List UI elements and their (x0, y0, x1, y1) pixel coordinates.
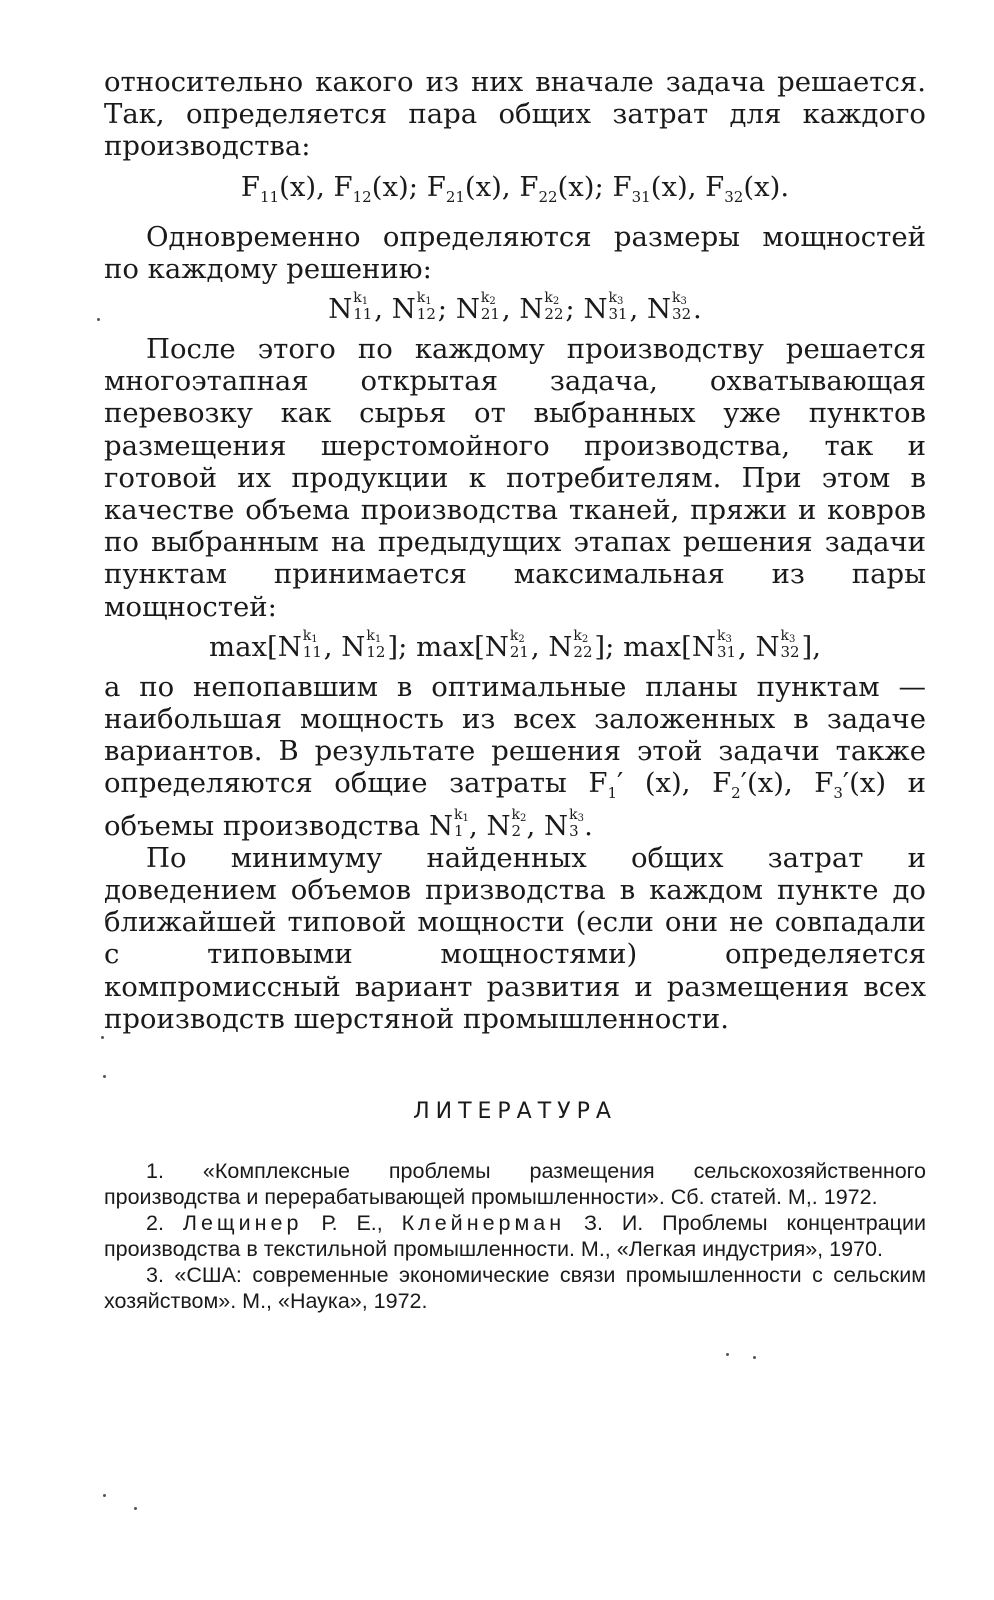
paragraph-3: После этого по каждому производству решается многоэтапная открытая задача, охватывающая перевозку как сырья от выбранных уже пунктов размещения шерстомойного производства, так и готовой их продукции к потребителям. При этом в качестве объема производства тканей, пряжи и ковров по выбранным на предыдущих этапах решения задачи пунктам принимается максимальная из пары мощностей: (104, 333, 926, 623)
formula-max: max[N k1 11 , N k1 12 ]; max[N k2 21 , N k2 22 ]; max[N k3 31 , N k3 32 ], (209, 627, 821, 663)
formula-volumes: N k1 1 , N k2 2 , N k3 3 . (428, 806, 593, 842)
scan-speck (101, 1036, 104, 1039)
scan-speck (103, 1075, 106, 1078)
reference-item-2: 2. Лещинер Р. Е., Клейнерман З. И. Проблемы концентрации производства в текстильной промышленности. М., «Легкая индустрия», 1970. (104, 1211, 926, 1262)
formula-costs: $F_{11}(x)$, $F_{12}(x)$; $F_{21}(x)$, $F_{22}(x)$; $F_{31}(x)$, $F_{32}(x)$. (240, 170, 790, 206)
reference-item-1: 1. «Комплексные проблемы размещения сельскохозяйственного производства и перерабатывающей промышленности». Сб. статей. М,. 1972. (104, 1159, 926, 1210)
paragraph-5: По минимуму найденных общих затрат и доведением объемов призводства в каждом пункте до ближайшей типовой мощности (если они не совпадали с типовыми мощностями) определяется компромиссный вариант развития и размещения всех производств шерстяной промышленности. (104, 841, 926, 1035)
page-content (104, 66, 926, 1314)
paragraph-1: относительно какого из них вначале задача решается. Так, определяется пара общих затрат для каждого производства: (104, 66, 926, 163)
paragraph-2: Одновременно определяются размеры мощностей по каждому решению: (104, 220, 926, 285)
scan-speck (103, 1494, 106, 1497)
scan-speck (753, 1356, 756, 1359)
formula-capacities: N k1 11 , N k1 12 ; N k2 21 , N k2 22 ; N k3 31 , N k3 32 . (328, 290, 702, 326)
literature-heading: ЛИТЕРАТУРА (413, 1099, 617, 1125)
scan-speck (134, 1507, 137, 1510)
scan-speck (726, 1353, 729, 1356)
paragraph-4: а по непопавшим в оптимальные планы пунктам — наибольшая мощность из всех заложенных в задаче вариантов. В результате решения этой задачи также определяются общие затраты $F_1'$ (x), $F_2'(x)$, $F_3'(x)$ и объемы производства N k1 1 , N k2 2 , N k3 3 . (104, 670, 926, 842)
scan-speck (97, 318, 100, 321)
formula-total-costs: $F_1'$ (x), $F_2'(x)$, $F_3'(x)$ (588, 767, 887, 803)
reference-item-3: 3. «США: современные экономические связи промышленности с сельским хозяйством». М., «Наука», 1972. (104, 1263, 926, 1314)
reference-list (104, 1158, 926, 1314)
